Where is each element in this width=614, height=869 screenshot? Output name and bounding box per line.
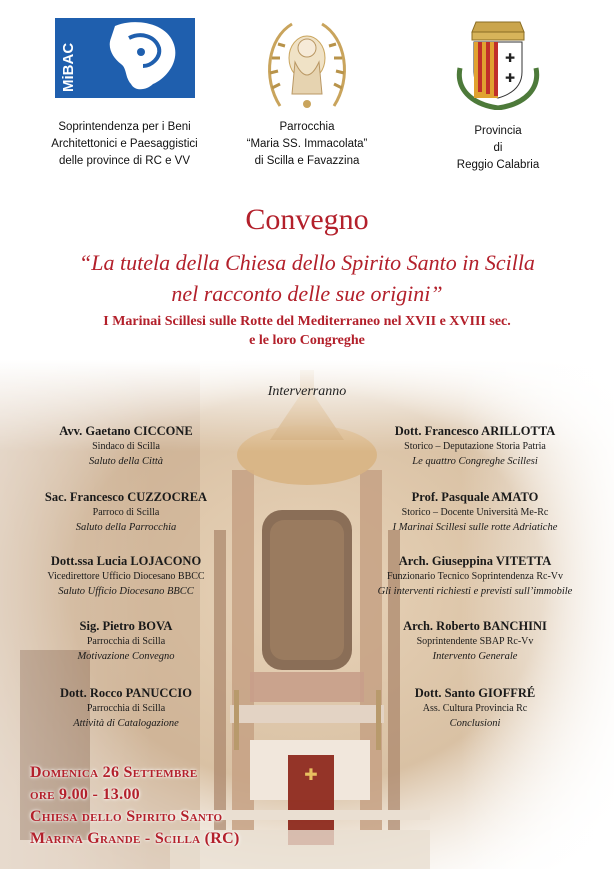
- interverranno-label: Interverranno: [267, 384, 347, 399]
- speaker-block: [344, 684, 606, 731]
- speaker-role: Parroco di Scilla: [92, 507, 160, 518]
- speaker-role: Parrocchia di Scilla: [86, 703, 166, 714]
- event-date: Domenica 26 Settembre: [30, 764, 198, 781]
- svg-text:✚: ✚: [504, 51, 516, 65]
- speaker-role: Sindaco di Scilla: [92, 441, 160, 452]
- speaker-name: Avv. Gaetano CICCONE: [59, 424, 193, 438]
- speaker-talk: Intervento Generale: [432, 651, 518, 662]
- speaker-role: Ass. Cultura Provincia Rc: [422, 703, 528, 714]
- mibac-mark: MiBAC: [59, 42, 77, 92]
- speaker-name: Dott. Santo GIOFFRÉ: [414, 686, 536, 700]
- mibac-caption-line: Soprintendenza per i Beni: [58, 121, 191, 133]
- provincia-caption-line: Provincia: [474, 125, 522, 137]
- mibac-logo-block: [32, 18, 217, 170]
- speaker-role: Soprintendente SBAP Rc-Vv: [416, 636, 534, 647]
- speaker-block: [6, 422, 246, 469]
- event-place: Chiesa dello Spirito Santo: [30, 808, 223, 825]
- parrocchia-logo-block: [224, 18, 390, 170]
- parrocchia-caption-line: Parrocchia: [279, 121, 335, 133]
- speaker-talk: Le quattro Congreghe Scillesi: [412, 456, 538, 467]
- speaker-block: [6, 684, 246, 731]
- speaker-name: Dott. Rocco PANUCCIO: [59, 686, 193, 700]
- speaker-talk: Saluto della Città: [88, 456, 164, 467]
- speaker-talk: Saluto della Parrocchia: [75, 522, 177, 533]
- madonna-emblem-icon: [262, 18, 352, 114]
- speaker-talk: Gli interventi richiesti e previsti sull’immobile: [377, 586, 573, 597]
- speaker-role: Vicedirettore Ufficio Diocesano BBCC: [47, 571, 205, 582]
- provincia-caption-line: di: [493, 142, 503, 154]
- coat-of-arms-icon: [450, 18, 546, 110]
- mibac-logo: [55, 18, 195, 106]
- speaker-talk: Saluto Ufficio Diocesano BBCC: [58, 586, 194, 597]
- speaker-name: Prof. Pasquale AMATO: [411, 490, 539, 504]
- speaker-talk: Attività di Catalogazione: [73, 718, 179, 729]
- subtitle-line: I Marinai Scillesi sulle Rotte del Mediterraneo nel XVII e XVIII sec.: [103, 314, 511, 329]
- speaker-block: [344, 488, 606, 535]
- event-location: Marina Grande - Scilla (RC): [30, 830, 240, 847]
- speaker-block: [6, 617, 246, 664]
- speaker-talk: Conclusioni: [449, 718, 501, 729]
- speaker-role: Parrocchia di Scilla: [86, 636, 166, 647]
- mibac-caption-line: Architettonici e Paesaggistici: [51, 138, 198, 150]
- mibac-caption-line: delle province di RC e VV: [58, 155, 191, 167]
- speaker-block: [6, 488, 246, 535]
- speaker-block: [344, 552, 606, 599]
- provincia-caption-line: Reggio Calabria: [456, 159, 540, 171]
- speaker-name: Arch. Giuseppina VITETTA: [398, 554, 552, 568]
- speaker-block: [344, 422, 606, 469]
- speaker-name: Dott.ssa Lucia LOJACONO: [50, 554, 202, 568]
- speaker-name: Dott. Francesco ARILLOTTA: [394, 424, 556, 438]
- event-time: ore 9.00 - 13.00: [30, 786, 140, 803]
- speaker-role: Storico – Docente Università Me-Rc: [401, 507, 549, 518]
- title-quote-line: “La tutela della Chiesa dello Spirito Santo in Scilla: [79, 250, 535, 275]
- speaker-role: Storico – Deputazione Storia Patria: [404, 441, 546, 452]
- speaker-name: Sac. Francesco CUZZOCREA: [44, 490, 208, 504]
- provincia-logo-block: [418, 18, 578, 174]
- parrocchia-caption-line: di Scilla e Favazzina: [254, 155, 360, 167]
- speaker-talk: I Marinai Scillesi sulle rotte Adriatiche: [392, 522, 558, 533]
- speaker-role: Funzionario Tecnico Soprintendenza Rc-Vv: [386, 571, 563, 582]
- speaker-block: [6, 552, 246, 599]
- speaker-talk: Motivazione Convegno: [77, 651, 175, 662]
- speaker-block: [344, 617, 606, 664]
- subtitle-line: e le loro Congreghe: [249, 333, 365, 348]
- page-title: Convegno: [245, 203, 369, 236]
- speaker-name: Sig. Pietro BOVA: [79, 619, 173, 633]
- svg-text:✚: ✚: [504, 71, 516, 85]
- speaker-name: Arch. Roberto BANCHINI: [403, 619, 547, 633]
- parrocchia-caption-line: “Maria SS. Immacolata”: [246, 138, 368, 150]
- title-quote-line: nel racconto delle sue origini”: [171, 281, 443, 306]
